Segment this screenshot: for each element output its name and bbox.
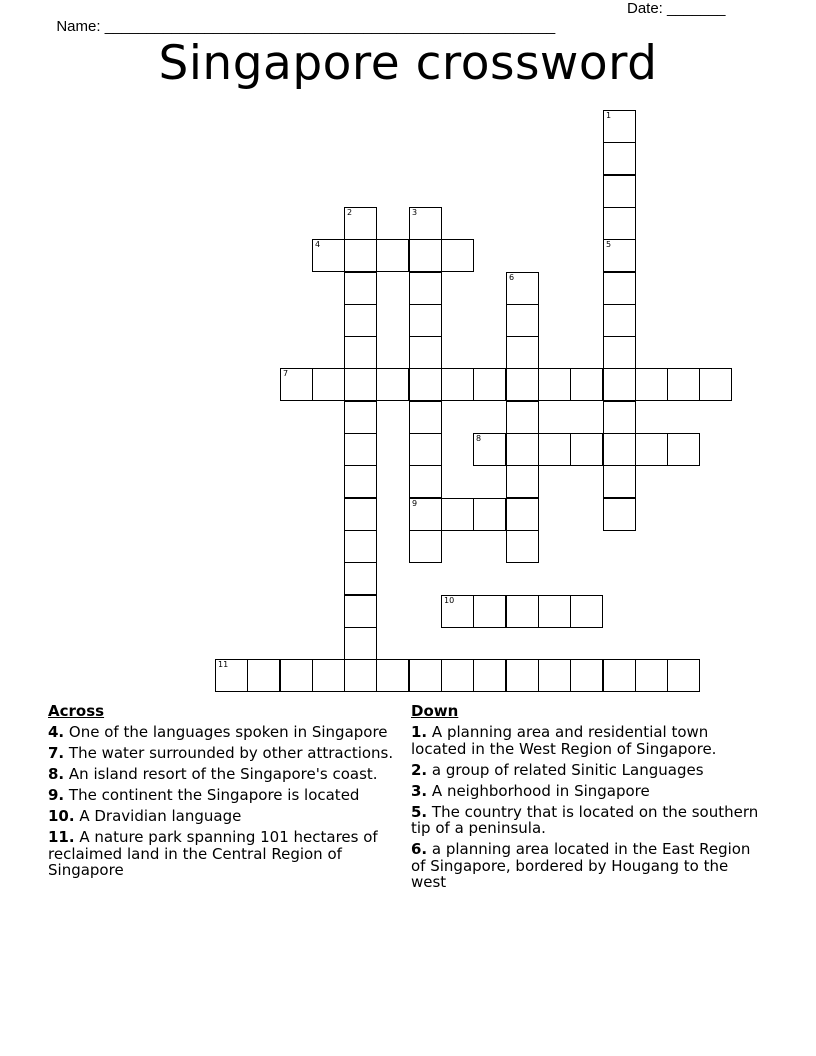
grid-cell[interactable] — [667, 659, 700, 692]
across-clues — [48, 702, 400, 883]
grid-cell[interactable] — [247, 659, 280, 692]
date-field[interactable]: Date: _______ — [627, 0, 726, 17]
grid-cell[interactable] — [409, 659, 442, 692]
grid-cell[interactable] — [603, 336, 636, 369]
grid-cell[interactable] — [473, 368, 506, 401]
grid-cell[interactable] — [409, 433, 442, 466]
grid-cell[interactable] — [667, 433, 700, 466]
grid-cell[interactable] — [344, 272, 377, 305]
grid-cell[interactable] — [506, 272, 539, 305]
clue-text: a group of related Sinitic Languages — [427, 760, 704, 779]
cell-number: 2 — [347, 208, 353, 217]
across-clue — [48, 745, 400, 762]
grid-cell[interactable] — [344, 498, 377, 531]
grid-cell[interactable] — [506, 304, 539, 337]
grid-cell[interactable] — [344, 433, 377, 466]
grid-cell[interactable] — [344, 368, 377, 401]
across-clue — [48, 829, 400, 879]
across-clue — [48, 808, 400, 825]
grid-cell[interactable] — [506, 368, 539, 401]
grid-cell[interactable] — [603, 433, 636, 466]
cell-number: 7 — [283, 369, 289, 378]
grid-cell[interactable] — [409, 368, 442, 401]
grid-cell[interactable] — [409, 272, 442, 305]
grid-cell[interactable] — [473, 659, 506, 692]
cell-number: 1 — [606, 111, 612, 120]
cell-number: 4 — [315, 240, 321, 249]
cell-number: 3 — [412, 208, 418, 217]
clue-number: 8. — [48, 765, 65, 783]
grid-cell[interactable] — [344, 659, 377, 692]
grid-cell[interactable] — [506, 595, 539, 628]
clue-text: An island resort of the Singapore's coast. — [64, 765, 378, 783]
grid-cell[interactable] — [603, 401, 636, 434]
cell-number: 5 — [606, 240, 612, 249]
grid-cell[interactable] — [376, 239, 409, 272]
grid-cell[interactable] — [344, 595, 377, 628]
grid-cell[interactable] — [538, 595, 571, 628]
grid-cell[interactable] — [312, 659, 345, 692]
grid-cell[interactable] — [570, 433, 603, 466]
grid-cell[interactable] — [409, 207, 442, 240]
grid-cell[interactable] — [441, 239, 474, 272]
grid-cell[interactable] — [603, 142, 636, 175]
clue-number: 2. — [411, 760, 428, 779]
page-title: Singapore crossword — [158, 36, 658, 91]
grid-cell[interactable] — [506, 336, 539, 369]
grid-cell[interactable] — [473, 595, 506, 628]
clue-text: A nature park spanning 101 hectares of reclaimed land in the Central Region of Singapore — [48, 828, 378, 879]
grid-cell[interactable] — [538, 659, 571, 692]
clue-text: The water surrounded by other attractions. — [64, 744, 394, 762]
grid-cell[interactable] — [280, 368, 313, 401]
grid-cell[interactable] — [603, 239, 636, 272]
grid-cell[interactable] — [506, 401, 539, 434]
down-clue — [411, 783, 763, 800]
grid-cell[interactable] — [603, 659, 636, 692]
grid-cell[interactable] — [603, 175, 636, 208]
clue-text: One of the languages spoken in Singapore — [64, 723, 388, 741]
grid-cell[interactable] — [409, 304, 442, 337]
clue-number: 11. — [48, 828, 75, 846]
grid-cell[interactable] — [603, 272, 636, 305]
cell-number: 10 — [444, 596, 455, 605]
clue-number: 3. — [411, 781, 428, 800]
clue-number: 5. — [411, 802, 428, 821]
clue-text: A planning area and residential town located in the West Region of Singapore. — [411, 723, 717, 758]
grid-cell[interactable] — [344, 465, 377, 498]
down-heading: Down — [411, 702, 459, 720]
across-clue-list — [48, 724, 400, 879]
down-clues — [411, 702, 763, 895]
grid-cell[interactable] — [570, 368, 603, 401]
grid-cell[interactable] — [603, 465, 636, 498]
grid-cell[interactable] — [344, 336, 377, 369]
grid-cell[interactable] — [344, 627, 377, 660]
clue-number: 6. — [411, 840, 428, 858]
down-clue — [411, 804, 763, 837]
down-clue — [411, 841, 763, 891]
grid-cell[interactable] — [635, 659, 668, 692]
across-clue — [48, 787, 400, 804]
clue-text: a planning area located in the East Region of Singapore, bordered by Hougang to the west — [411, 840, 751, 891]
grid-cell[interactable] — [376, 368, 409, 401]
grid-cell[interactable] — [441, 368, 474, 401]
grid-cell[interactable] — [603, 304, 636, 337]
clue-number: 1. — [411, 723, 428, 741]
grid-cell[interactable] — [215, 659, 248, 692]
grid-cell[interactable] — [603, 368, 636, 401]
clue-text: A neighborhood in Singapore — [427, 781, 650, 800]
grid-cell[interactable] — [344, 207, 377, 240]
grid-cell[interactable] — [409, 336, 442, 369]
grid-cell[interactable] — [441, 498, 474, 531]
clue-text: The continent the Singapore is located — [64, 786, 360, 804]
grid-cell[interactable] — [570, 595, 603, 628]
cell-number: 8 — [476, 434, 482, 443]
grid-cell[interactable] — [538, 433, 571, 466]
clue-number: 9. — [48, 786, 65, 804]
clue-number: 4. — [48, 723, 65, 741]
grid-cell[interactable] — [344, 239, 377, 272]
grid-cell[interactable] — [603, 498, 636, 531]
grid-cell[interactable] — [312, 368, 345, 401]
down-clue-list — [411, 724, 763, 891]
grid-cell[interactable] — [506, 433, 539, 466]
down-clue — [411, 762, 763, 779]
grid-cell[interactable] — [603, 207, 636, 240]
grid-cell[interactable] — [280, 659, 313, 692]
across-heading: Across — [48, 702, 105, 720]
grid-cell[interactable] — [312, 239, 345, 272]
grid-cell[interactable] — [344, 304, 377, 337]
grid-cell[interactable] — [409, 498, 442, 531]
clue-number: 7. — [48, 744, 65, 762]
grid-cell[interactable] — [667, 368, 700, 401]
clue-number: 10. — [48, 807, 75, 825]
name-field[interactable]: Name: ______________________________________________________ — [56, 18, 556, 35]
grid-cell[interactable] — [409, 239, 442, 272]
grid-cell[interactable] — [635, 433, 668, 466]
grid-cell[interactable] — [603, 110, 636, 143]
grid-cell[interactable] — [344, 562, 377, 595]
grid-cell[interactable] — [344, 530, 377, 563]
grid-cell[interactable] — [473, 433, 506, 466]
grid-cell[interactable] — [506, 498, 539, 531]
grid-cell[interactable] — [570, 659, 603, 692]
grid-cell[interactable] — [635, 368, 668, 401]
across-clue — [48, 724, 400, 741]
grid-cell[interactable] — [538, 368, 571, 401]
grid-cell[interactable] — [506, 465, 539, 498]
grid-cell[interactable] — [441, 595, 474, 628]
grid-cell[interactable] — [344, 401, 377, 434]
grid-cell[interactable] — [441, 659, 474, 692]
across-clue — [48, 766, 400, 783]
down-clue — [411, 724, 763, 757]
grid-cell[interactable] — [699, 368, 732, 401]
grid-cell[interactable] — [506, 530, 539, 563]
grid-cell[interactable] — [409, 465, 442, 498]
clue-text: A Dravidian language — [74, 807, 242, 825]
clue-text: The country that is located on the southern tip of a peninsula. — [411, 802, 759, 837]
cell-number: 6 — [509, 273, 515, 282]
cell-number: 11 — [218, 660, 229, 669]
cell-number: 9 — [412, 499, 418, 508]
grid-cell[interactable] — [409, 530, 442, 563]
grid-cell[interactable] — [376, 659, 409, 692]
grid-cell[interactable] — [473, 498, 506, 531]
grid-cell[interactable] — [506, 659, 539, 692]
grid-cell[interactable] — [409, 401, 442, 434]
